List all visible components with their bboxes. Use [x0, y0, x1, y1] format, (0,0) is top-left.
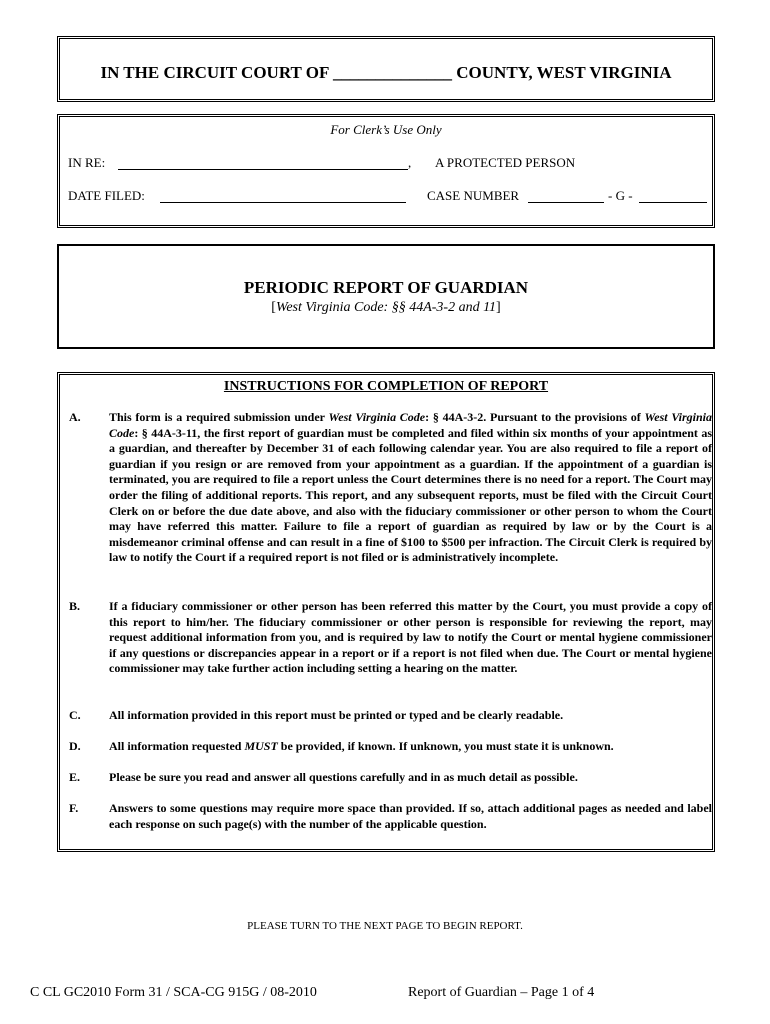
court-title: IN THE CIRCUIT COURT OF ______________ COUNTY, WEST VIRGINIA: [100, 63, 672, 82]
instruction-item: B. If a fiduciary commissioner or other person has been referred this matter by the Court, you must provide a copy of this report to him/her. The fiduciary commissioner or other person is responsible for reviewing the report, may request additional information from you, and is required by law to notify the Court or mental hygiene commissioner if any questions or discrepancies appear in a report or if a report is not filed when due. The Court or mental hygiene commissioner may take further action including setting a hearing on the matter.: [69, 599, 712, 676]
code-reference: [West Virginia Code: §§ 44A-3-2 and 11]: [271, 300, 501, 315]
page-number: Report of Guardian – Page 1 of 4: [408, 985, 595, 1000]
instructions-heading: INSTRUCTIONS FOR COMPLETION OF REPORT: [223, 379, 549, 394]
date-filed-field[interactable]: [160, 202, 406, 203]
instruction-item: D. All information requested MUST be provided, if known. If unknown, you must state it is unknown.: [66, 739, 712, 755]
in-re-comma: ,: [408, 155, 412, 170]
case-g-field[interactable]: [639, 202, 707, 203]
instruction-text: Answers to some questions may require more space than provided. If so, attach additional pages as needed and label each response on such page(s) with the number of the applicable question.: [109, 801, 712, 831]
turn-page-note: PLEASE TURN TO THE NEXT PAGE TO BEGIN REPORT.: [247, 920, 523, 932]
report-title-box: [57, 244, 715, 349]
instruction-text: All information requested MUST be provided, if known. If unknown, you must state it is unknown.: [109, 739, 614, 753]
court-title-box: [57, 36, 715, 102]
case-number-label: CASE NUMBER: [427, 188, 520, 203]
instruction-item: E. Please be sure you read and answer all questions carefully and in as much detail as possible.: [66, 770, 712, 786]
county-blank: ______________: [333, 63, 453, 82]
instruction-text: Please be sure you read and answer all questions carefully and in as much detail as possible.: [109, 770, 578, 784]
form-identifier: C CL GC2010 Form 31 / SCA-CG 915G / 08-2010: [30, 985, 317, 1000]
instruction-item: A. This form is a required submission under West Virginia Code: § 44A-3-2. Pursuant to the provisions of West Virginia Code: § 44A-3-11, the first report of guardian must be completed and filed within six months of your appointment as a guardian, and thereafter by December 31 of each following calendar year. You are also required to file a report of guardian if you resign or are removed from your appointment as a guardian. If the appointment of a guardian is terminated, you are required to file a report unless the Court determines there is no need for a report. The Court may order the filing of additional reports. This report, and any subsequent reports, must be filed with the Circuit Court Clerk on or before the due date above, and also with the fiduciary commissioner or other person to whom the Court may have referred this matter. Failure to file a report of guardian as required by law or by the Court is a misdemeanor criminal offense and can result in a fine of $100 to $500 per infraction. The Circuit Clerk is required by law to notify the Court if a required report is not filed or is administratively incomplete.: [69, 410, 712, 565]
case-g-label: - G -: [608, 188, 633, 203]
report-title: PERIODIC REPORT OF GUARDIAN: [243, 278, 529, 297]
instruction-item: C. All information provided in this report must be printed or typed and be clearly readable.: [66, 708, 712, 724]
protected-person-label: A PROTECTED PERSON: [435, 155, 576, 170]
instruction-text: If a fiduciary commissioner or other person has been referred this matter by the Court, you must provide a copy of this report to him/her. The fiduciary commissioner or other person is responsible for reviewing the report, may request additional information from you, and is required by law to notify the Court or mental hygiene commissioner if any questions or discrepancies appear in a report or if a report is not filed when due. The Court or mental hygiene commissioner may take further action including setting a hearing on the matter.: [109, 599, 712, 676]
clerk-use-note: For Clerk’s Use Only: [330, 122, 442, 137]
clerk-use-box: [57, 114, 715, 228]
date-filed-label: DATE FILED:: [68, 188, 145, 203]
instruction-item: F. Answers to some questions may require more space than provided. If so, attach additional pages as needed and label each response on such page(s) with the number of the applicable question.: [69, 801, 712, 831]
instructions-box: [57, 372, 715, 852]
in-re-label: IN RE:: [68, 155, 106, 170]
instruction-text: This form is a required submission under West Virginia Code: § 44A-3-2. Pursuant to the provisions of West Virginia Code: § 44A-3-11, the first report of guardian must be completed and filed within six months of your appointment as a guardian, and thereafter by December 31 of each following calendar year. You are also required to file a report of guardian if you resign or are removed from your appointment as a guardian. If the appointment of a guardian is terminated, you are required to file a report unless the Court determines there is no need for a report. The Court may order the filing of additional reports. This report, and any subsequent reports, must be filed with the Circuit Court Clerk on or before the due date above, and also with the fiduciary commissioner or other person to whom the Court may have referred this matter. Failure to file a report of guardian as required by law or by the Court is a misdemeanor criminal offense and can result in a fine of $100 to $500 per infraction. The Circuit Clerk is required by law to notify the Court if a required report is not filed or is administratively incomplete.: [109, 410, 712, 565]
case-number-field[interactable]: [528, 202, 604, 203]
in-re-field[interactable]: [118, 169, 408, 170]
instruction-text: All information provided in this report must be printed or typed and be clearly readable.: [109, 708, 564, 722]
